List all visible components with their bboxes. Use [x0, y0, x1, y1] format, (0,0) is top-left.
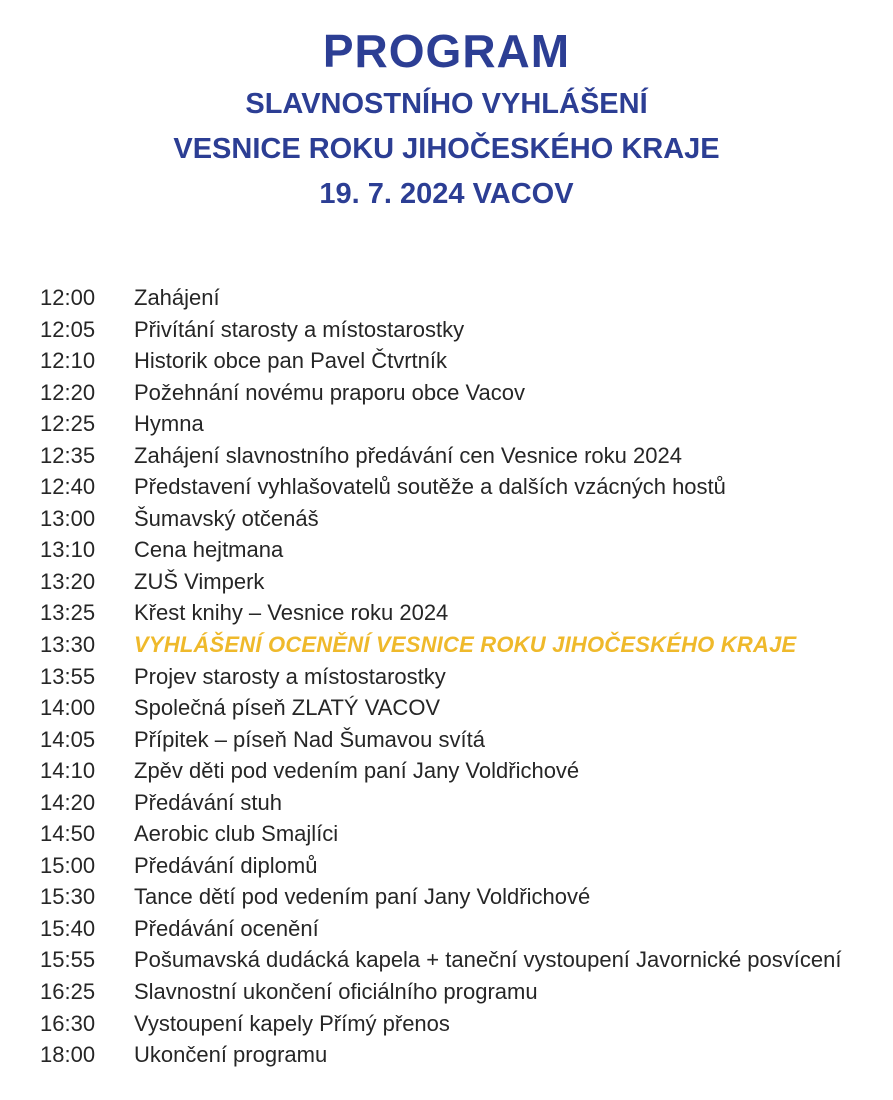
schedule-row [40, 503, 873, 535]
schedule-time: 14:50 [40, 821, 96, 847]
schedule-time: 14:20 [40, 789, 96, 815]
schedule-row [40, 661, 873, 693]
schedule-row [40, 1039, 873, 1071]
schedule-row [40, 1008, 873, 1040]
subtitle-line-event: SLAVNOSTNÍHO VYHLÁŠENÍ [245, 88, 648, 120]
schedule-time: 13:10 [40, 537, 96, 563]
schedule-row [40, 471, 873, 503]
schedule-row [40, 629, 873, 661]
schedule-event: Zahájení [134, 285, 220, 310]
schedule-time: 14:00 [40, 695, 96, 721]
schedule-time: 15:55 [40, 947, 96, 973]
schedule-event: Představení vyhlašovatelů soutěže a dalších vzácných hostů [134, 474, 726, 500]
schedule-row [40, 881, 873, 913]
schedule-time: 13:30 [40, 632, 96, 658]
schedule-time: 12:10 [40, 348, 96, 374]
schedule-time: 13:25 [40, 600, 96, 626]
schedule-event: Hymna [134, 411, 204, 437]
schedule-time: 13:20 [40, 568, 96, 594]
schedule-row [40, 566, 873, 598]
schedule-time: 16:30 [40, 1010, 96, 1036]
schedule-row [40, 440, 873, 472]
schedule-row [40, 408, 873, 440]
schedule-row [40, 850, 873, 882]
schedule-time: 12:05 [40, 316, 96, 342]
schedule-row [40, 534, 873, 566]
schedule-time: 16:25 [40, 979, 96, 1005]
page-title: PROGRAM [322, 25, 571, 77]
schedule-event: Předávání stuh [134, 789, 282, 815]
schedule-event: Společná píseň ZLATÝ VACOV [134, 695, 441, 721]
schedule-event: Historik obce pan Pavel Čtvrtník [134, 348, 448, 374]
schedule-row [40, 913, 873, 945]
schedule-time: 15:00 [40, 852, 96, 878]
schedule-event: Aerobic club Smajlíci [134, 821, 339, 847]
schedule-time: 12:40 [40, 474, 96, 500]
schedule-event: Projev starosty a místostarostky [134, 663, 446, 689]
schedule-event: Přivítání starosty a místostarostky [134, 316, 465, 342]
schedule-list [40, 282, 873, 1071]
schedule-time: 12:00 [40, 285, 96, 310]
schedule-event: Zahájení slavnostního předávání cen Vesnice roku 2024 [134, 442, 682, 468]
schedule-row [40, 377, 873, 409]
schedule-row [40, 818, 873, 850]
schedule-row [40, 976, 873, 1008]
schedule-event: Zpěv děti pod vedením paní Jany Voldřichové [134, 758, 580, 784]
schedule-row [40, 282, 873, 314]
schedule-row [40, 944, 873, 976]
schedule-row [40, 755, 873, 787]
schedule-row [40, 314, 873, 346]
schedule-event: Předávání diplomů [134, 852, 318, 878]
schedule-event: Požehnání novému praporu obce Vacov [134, 379, 525, 405]
schedule-row [40, 787, 873, 819]
schedule-event: Cena hejtmana [134, 537, 284, 563]
schedule-event: ZUŠ Vimperk [134, 568, 265, 594]
schedule-event: Křest knihy – Vesnice roku 2024 [134, 600, 449, 626]
schedule-event: Pošumavská dudácká kapela + taneční vystoupení Javornické posvícení [134, 947, 842, 973]
schedule-time: 14:05 [40, 726, 96, 752]
schedule-row [40, 597, 873, 629]
page-header [0, 20, 893, 217]
schedule-time: 15:40 [40, 915, 96, 941]
schedule-time: 18:00 [40, 1042, 96, 1068]
subtitle-line-date-place: 19. 7. 2024 VACOV [319, 178, 574, 210]
schedule-row [40, 345, 873, 377]
schedule-event: VYHLÁŠENÍ OCENĚNÍ VESNICE ROKU JIHOČESKÉHO KRAJE [134, 632, 797, 658]
schedule-row [40, 692, 873, 724]
schedule-event: Slavnostní ukončení oficiálního programu [134, 979, 538, 1005]
schedule-row [40, 724, 873, 756]
schedule-time: 15:30 [40, 884, 96, 910]
schedule-event: Tance dětí pod vedením paní Jany Voldřichové [134, 884, 591, 910]
schedule-time: 14:10 [40, 758, 96, 784]
schedule-event: Ukončení programu [134, 1042, 328, 1068]
schedule-event: Vystoupení kapely Přímý přenos [134, 1010, 450, 1036]
schedule-time: 13:55 [40, 663, 96, 689]
schedule-event: Šumavský otčenáš [134, 505, 319, 531]
schedule-time: 12:20 [40, 379, 96, 405]
subtitle-line-competition: VESNICE ROKU JIHOČESKÉHO KRAJE [173, 133, 720, 165]
schedule-time: 12:25 [40, 411, 96, 437]
schedule-event: Předávání ocenění [134, 915, 319, 941]
schedule-time: 13:00 [40, 505, 96, 531]
schedule-time: 12:35 [40, 442, 96, 468]
schedule-event: Přípitek – píseň Nad Šumavou svítá [134, 726, 485, 752]
